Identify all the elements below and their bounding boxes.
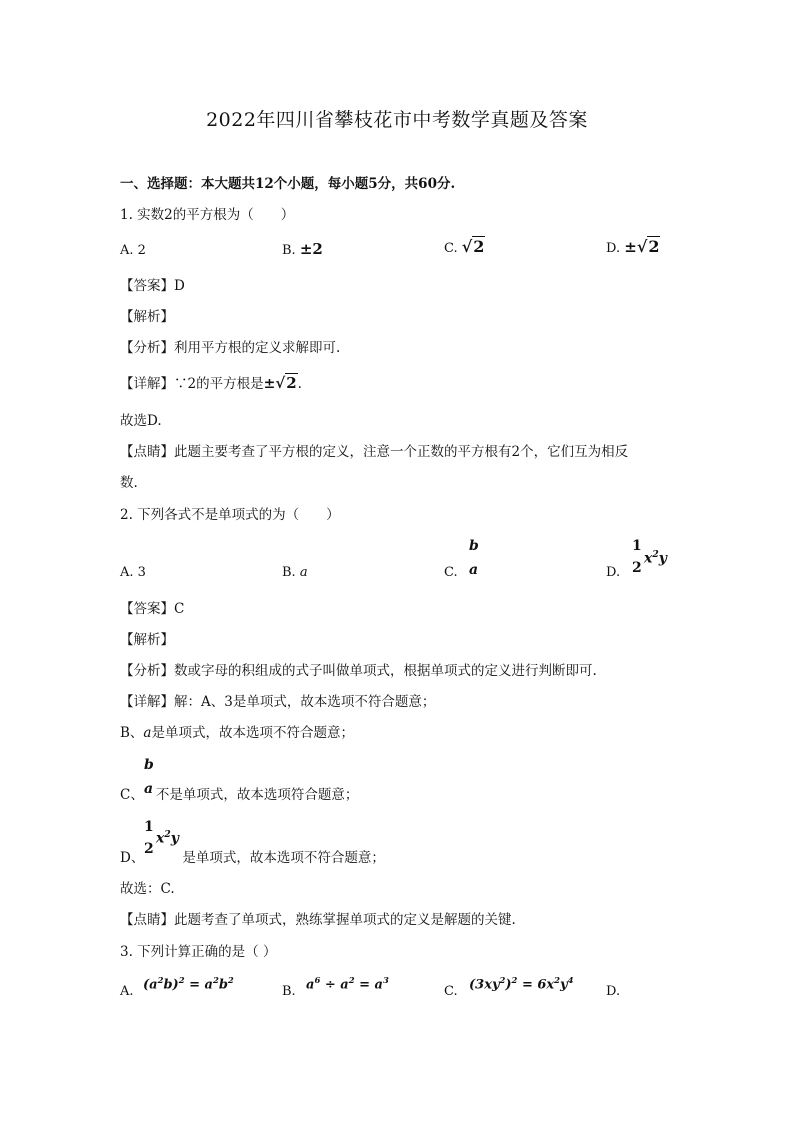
line-text: 不是单项式，故本选项符合题意；: [155, 787, 359, 803]
option-label: B.: [282, 243, 300, 258]
expr-part: ÷ a: [320, 977, 349, 993]
expr-part: ): [505, 977, 512, 993]
expr-part: a: [306, 977, 315, 993]
sqrt-radicand: 2: [473, 237, 485, 256]
line-prefix: C、: [120, 787, 144, 803]
q1-answer: 【答案】D: [120, 278, 185, 294]
q2-line-b: [120, 721, 354, 741]
q2-jiexi: 【解析】: [120, 632, 174, 648]
plus-minus: ±: [263, 376, 276, 392]
q2-answer: 【答案】C: [120, 601, 185, 617]
exp-2: 2: [499, 975, 506, 985]
q2-option-d-numerator: 1: [632, 538, 642, 554]
sqrt-symbol: √: [636, 237, 648, 256]
exp-2: 2: [157, 975, 164, 985]
q3-option-a-label: A.: [120, 984, 134, 999]
q2-line-c-numerator: b: [144, 757, 154, 773]
q2-option-c-label: C.: [444, 565, 458, 580]
q2-xiangjie: 【详解】解：A、3是单项式，故本选项不符合题意；: [120, 694, 436, 710]
q2-option-b: [282, 565, 308, 580]
option-label: C.: [444, 241, 462, 256]
var-a: a: [143, 725, 152, 741]
q2-line-d-numerator: 1: [144, 819, 154, 835]
exp-2: 2: [227, 975, 234, 985]
exp-2: 2: [164, 829, 171, 840]
option-value: ±2: [299, 240, 323, 258]
option-value: 2: [137, 243, 146, 258]
q2-option-c-denominator: a: [469, 562, 479, 578]
line-text: 是单项式，故本选项不符合题意；: [182, 850, 385, 866]
expr-part: = a: [354, 977, 383, 993]
q2-option-d-monomial: [644, 549, 667, 567]
q1-dianjing-line1: 【点睛】此题主要考查了平方根的定义，注意一个正数的平方根有2个，它们互为相反: [120, 444, 629, 460]
q2-option-d-denominator: 2: [632, 560, 642, 576]
exp-2: 2: [348, 975, 355, 985]
period: .: [297, 376, 302, 392]
q2-line-d: [120, 846, 385, 866]
exp-4: 4: [567, 975, 574, 985]
plus-minus: ±: [624, 238, 637, 256]
q2-choose: 故选：C.: [120, 881, 175, 897]
q1-dianjing-line2: 数.: [120, 475, 138, 491]
expr-part: = 6x: [517, 977, 555, 993]
expr-part: b: [218, 977, 228, 993]
q1-option-a: [120, 243, 146, 258]
q3-option-d-label: D.: [606, 984, 621, 999]
q2-option-a: [120, 565, 146, 580]
option-label: A.: [120, 243, 138, 258]
option-value: 3: [137, 565, 146, 580]
sqrt-radicand: 2: [286, 374, 297, 392]
var-y: y: [658, 550, 667, 567]
sqrt-symbol: √: [461, 237, 473, 256]
q2-option-c-numerator: b: [469, 538, 479, 554]
sqrt-symbol: √: [275, 374, 286, 392]
option-value: a: [299, 565, 308, 580]
exp-6: 6: [314, 975, 321, 985]
expr-part: (a: [143, 977, 158, 993]
var-x: x: [156, 830, 165, 847]
q3-stem: 3. 下列计算正确的是（ ）: [120, 944, 277, 960]
q2-option-d-label: D.: [606, 565, 621, 580]
q3-option-c-label: C.: [444, 984, 458, 999]
expr-part: = a: [184, 977, 213, 993]
q2-line-c: [120, 783, 358, 803]
var-y: y: [170, 830, 179, 847]
q1-choose: 故选D.: [120, 413, 162, 429]
q2-fenxi: 【分析】数或字母的积组成的式子叫做单项式，根据单项式的定义进行判断即可.: [120, 663, 597, 679]
line-prefix: B、: [120, 725, 144, 741]
expr-part: y: [560, 977, 568, 993]
exp-2: 2: [178, 975, 185, 985]
q3-option-b-label: B.: [282, 984, 296, 999]
option-label: A.: [120, 565, 138, 580]
q2-stem: 2. 下列各式不是单项式的为（ ）: [120, 507, 340, 523]
exp-2: 2: [511, 975, 518, 985]
option-label: D.: [606, 241, 625, 256]
line-prefix: D、: [120, 850, 145, 866]
q1-option-c: [444, 237, 485, 256]
sqrt-radicand: 2: [648, 237, 660, 256]
exp-2: 2: [554, 975, 561, 985]
expr-part: b): [163, 977, 179, 993]
q1-option-d: [606, 237, 660, 256]
exp-2: 2: [212, 975, 219, 985]
q1-stem: 1. 实数2的平方根为（ ）: [120, 207, 295, 223]
q3-option-c-expr: [469, 975, 573, 992]
q1-option-b: [282, 240, 323, 258]
q1-jiexi: 【解析】: [120, 309, 174, 325]
q3-option-b-expr: [306, 975, 389, 992]
line-text: 是单项式，故本选项不符合题意；: [151, 725, 354, 741]
exp-2: 2: [652, 549, 659, 560]
page-title: 2022年四川省攀枝花市中考数学真题及答案: [206, 109, 588, 131]
q2-line-d-denominator: 2: [144, 841, 154, 857]
q1-xiangjie: [120, 372, 302, 392]
q2-line-c-denominator: a: [144, 781, 154, 797]
option-label: B.: [282, 565, 300, 580]
xiangjie-text: 【详解】∵2的平方根是: [120, 376, 264, 392]
section-heading: 一、选择题：本大题共12个小题，每小题5分，共60分.: [120, 176, 456, 192]
q2-line-d-monomial: [156, 829, 179, 847]
var-x: x: [644, 550, 653, 567]
q3-option-a-expr: [143, 975, 234, 992]
expr-part: (3xy: [469, 977, 500, 993]
exp-3: 3: [382, 975, 389, 985]
q1-fenxi: 【分析】利用平方根的定义求解即可.: [120, 340, 341, 356]
q2-dianjing: 【点睛】此题考查了单项式，熟练掌握单项式的定义是解题的关键.: [120, 912, 516, 928]
